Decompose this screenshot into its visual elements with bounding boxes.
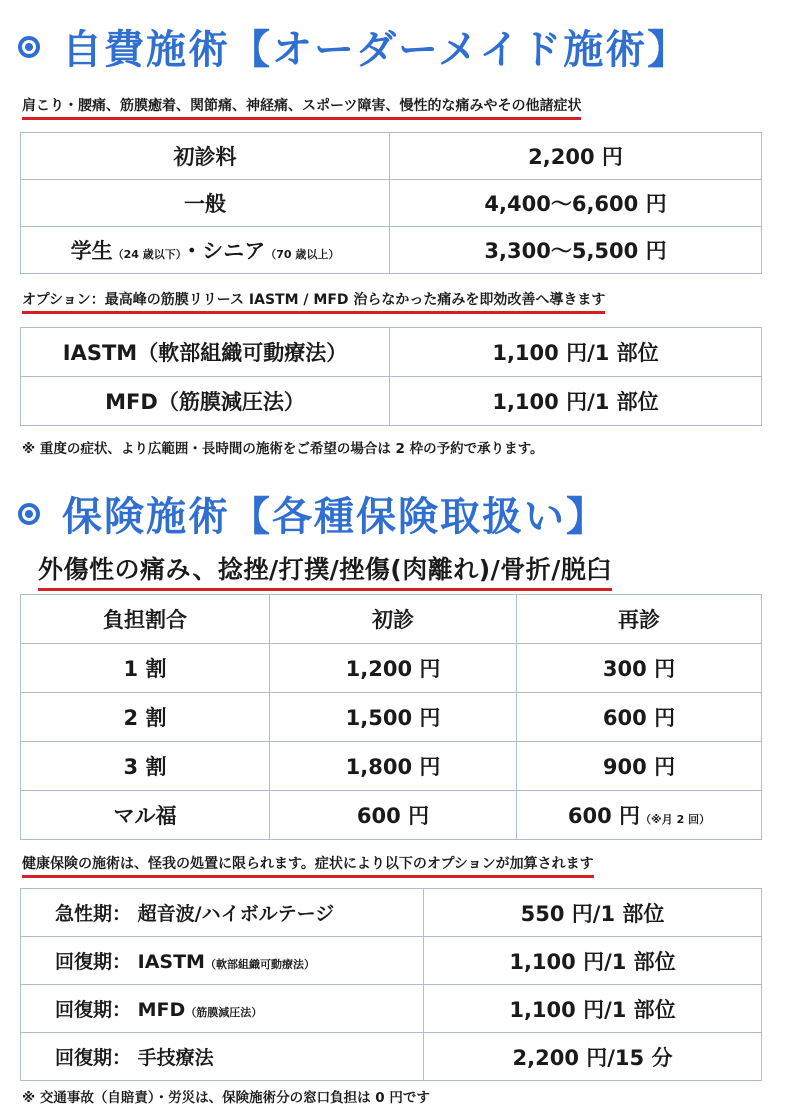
table-row — [21, 644, 762, 693]
option-name-note: （軟部組織可動療法） — [204, 958, 315, 971]
jihi-option-heading: オプション：最高峰の筋膜リリース IASTM / MFD 治らなかった痛みを即効改善へ導きます — [22, 289, 605, 314]
option-name-cell — [21, 889, 424, 937]
hoken-section-title — [18, 485, 608, 542]
circle-bullet-icon — [18, 503, 40, 525]
option-price: 2,200 円/15 分 — [424, 1033, 762, 1081]
row-label: 一般 — [21, 180, 390, 227]
revisit-cell: 900 円 — [517, 742, 762, 791]
revisit-cell — [517, 791, 762, 840]
row-price: 2,200 円 — [390, 133, 762, 180]
student-age-note: （24 歳以下） — [112, 248, 182, 261]
table-row — [21, 985, 762, 1033]
column-header: 再診 — [517, 595, 762, 644]
table-row — [21, 227, 762, 274]
option-name: 手技療法 — [137, 1047, 214, 1069]
ratio-cell: 2 割 — [21, 693, 270, 742]
table-row — [21, 742, 762, 791]
first-visit-cell: 600 円 — [270, 791, 517, 840]
table-row — [21, 889, 762, 937]
option-price: 1,100 円/1 部位 — [390, 377, 762, 426]
row-price: 3,300～5,500 円 — [390, 227, 762, 274]
option-name: MFD — [137, 999, 186, 1021]
hoken-option-table — [20, 888, 762, 1081]
revisit-cell: 300 円 — [517, 644, 762, 693]
ratio-cell: 3 割 — [21, 742, 270, 791]
table-header-row — [21, 595, 762, 644]
option-name: 超音波/ハイボルテージ — [137, 903, 335, 925]
row-price: 4,400～6,600 円 — [390, 180, 762, 227]
first-visit-cell: 1,800 円 — [270, 742, 517, 791]
marufuku-note: （※月 2 回） — [640, 813, 711, 826]
table-row — [21, 180, 762, 227]
hoken-price-table — [20, 594, 762, 840]
option-name: IASTM — [137, 951, 205, 973]
senior-label: ・シニア — [181, 239, 266, 263]
option-price: 550 円/1 部位 — [424, 889, 762, 937]
first-visit-cell: 1,200 円 — [270, 644, 517, 693]
ratio-cell: マル福 — [21, 791, 270, 840]
table-row — [21, 328, 762, 377]
hoken-subtitle: 外傷性の痛み、捻挫/打撲/挫傷(肉離れ)/骨折/脱臼 — [38, 550, 612, 591]
option-phase: 回復期： — [55, 1047, 132, 1069]
column-header: 初診 — [270, 595, 517, 644]
table-row — [21, 937, 762, 985]
jihi-section-title — [18, 18, 689, 75]
option-phase: 急性期： — [55, 903, 132, 925]
hoken-note: ※ 交通事故（自賠責）・労災は、保険施術分の窓口負担は 0 円です — [22, 1090, 430, 1106]
hoken-option-heading: 健康保険の施術は、怪我の処置に限られます。症状により以下のオプションが加算されます — [22, 853, 594, 878]
student-senior-cell — [21, 227, 390, 274]
table-row — [21, 1033, 762, 1081]
table-row — [21, 791, 762, 840]
jihi-subtitle: 肩こり・腰痛、筋膜癒着、関節痛、神経痛、スポーツ障害、慢性的な痛みやその他諸症状 — [22, 95, 581, 120]
revisit-cell: 600 円 — [517, 693, 762, 742]
option-name-cell — [21, 1033, 424, 1081]
option-phase: 回復期： — [55, 999, 132, 1021]
option-label: IASTM（軟部組織可動療法） — [21, 328, 390, 377]
option-phase: 回復期： — [55, 951, 132, 973]
table-row — [21, 693, 762, 742]
option-name-cell — [21, 937, 424, 985]
option-label: MFD（筋膜減圧法） — [21, 377, 390, 426]
ratio-cell: 1 割 — [21, 644, 270, 693]
option-name-cell — [21, 985, 424, 1033]
circle-bullet-icon — [18, 36, 40, 58]
table-row — [21, 133, 762, 180]
revisit-price: 600 円 — [567, 804, 641, 828]
jihi-price-table — [20, 132, 762, 274]
jihi-note: ※ 重度の症状、より広範囲・長時間の施術をご希望の場合は 2 枠の予約で承ります。 — [22, 441, 544, 457]
first-visit-cell: 1,500 円 — [270, 693, 517, 742]
option-price: 1,100 円/1 部位 — [424, 985, 762, 1033]
jihi-title: 自費施術【オーダーメイド施術】 — [62, 27, 690, 73]
column-header: 負担割合 — [21, 595, 270, 644]
hoken-title: 保険施術【各種保険取扱い】 — [62, 494, 608, 540]
senior-age-note: （70 歳以上） — [265, 248, 340, 261]
row-label: 初診料 — [21, 133, 390, 180]
table-row — [21, 377, 762, 426]
student-label: 学生 — [70, 239, 113, 263]
jihi-option-table — [20, 327, 762, 426]
option-price: 1,100 円/1 部位 — [424, 937, 762, 985]
option-name-note: （筋膜減圧法） — [185, 1006, 263, 1019]
option-price: 1,100 円/1 部位 — [390, 328, 762, 377]
